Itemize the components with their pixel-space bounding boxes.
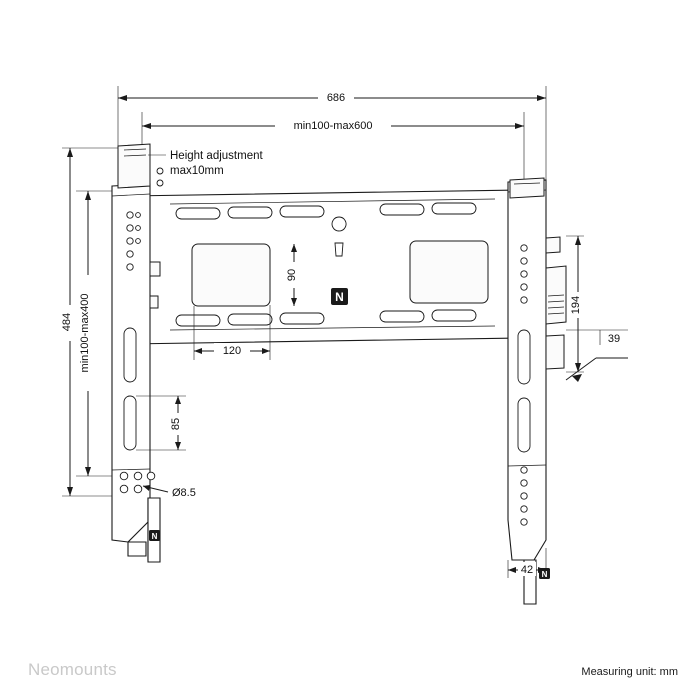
dimension-depth-a <box>566 330 628 382</box>
dim-label-bracket-height: 194 <box>570 295 582 315</box>
logo-letter-left: N <box>151 532 158 541</box>
callout-hole-diameter <box>143 485 196 499</box>
dim-label-overall-width: 686 <box>326 92 346 104</box>
note-height-adjustment-line2: max10mm <box>170 165 224 177</box>
vesa-panel-right <box>410 241 488 303</box>
vesa-panel-left <box>192 244 270 306</box>
brand-wordmark: Neomounts <box>28 660 117 679</box>
dim-label-vesa-height: 90 <box>286 268 298 282</box>
dim-label-depth-a: 39 <box>607 333 621 345</box>
logo-letter-centre: N <box>335 290 344 304</box>
dim-label-depth-b: 42 <box>520 564 534 576</box>
dim-label-hole-diameter: Ø8.5 <box>172 487 196 499</box>
dim-label-vesa-width: 120 <box>222 345 242 357</box>
logo-mark-centre <box>331 288 348 305</box>
dim-label-slot-height: 85 <box>170 417 182 431</box>
logo-letter-right: N <box>541 570 548 579</box>
measuring-unit-note: Measuring unit: mm <box>581 666 678 678</box>
dim-label-overall-height: 484 <box>61 312 73 332</box>
logo-mark-left-foot <box>149 530 160 541</box>
note-height-adjustment-line1: Height adjustment <box>170 150 263 162</box>
annotation-height-adjustment <box>148 150 263 186</box>
dimension-bracket-height <box>566 236 586 372</box>
dim-label-height-range: min100-max400 <box>79 293 91 373</box>
logo-mark-right-foot <box>539 568 550 579</box>
dim-label-width-range: min100-max600 <box>293 120 373 132</box>
